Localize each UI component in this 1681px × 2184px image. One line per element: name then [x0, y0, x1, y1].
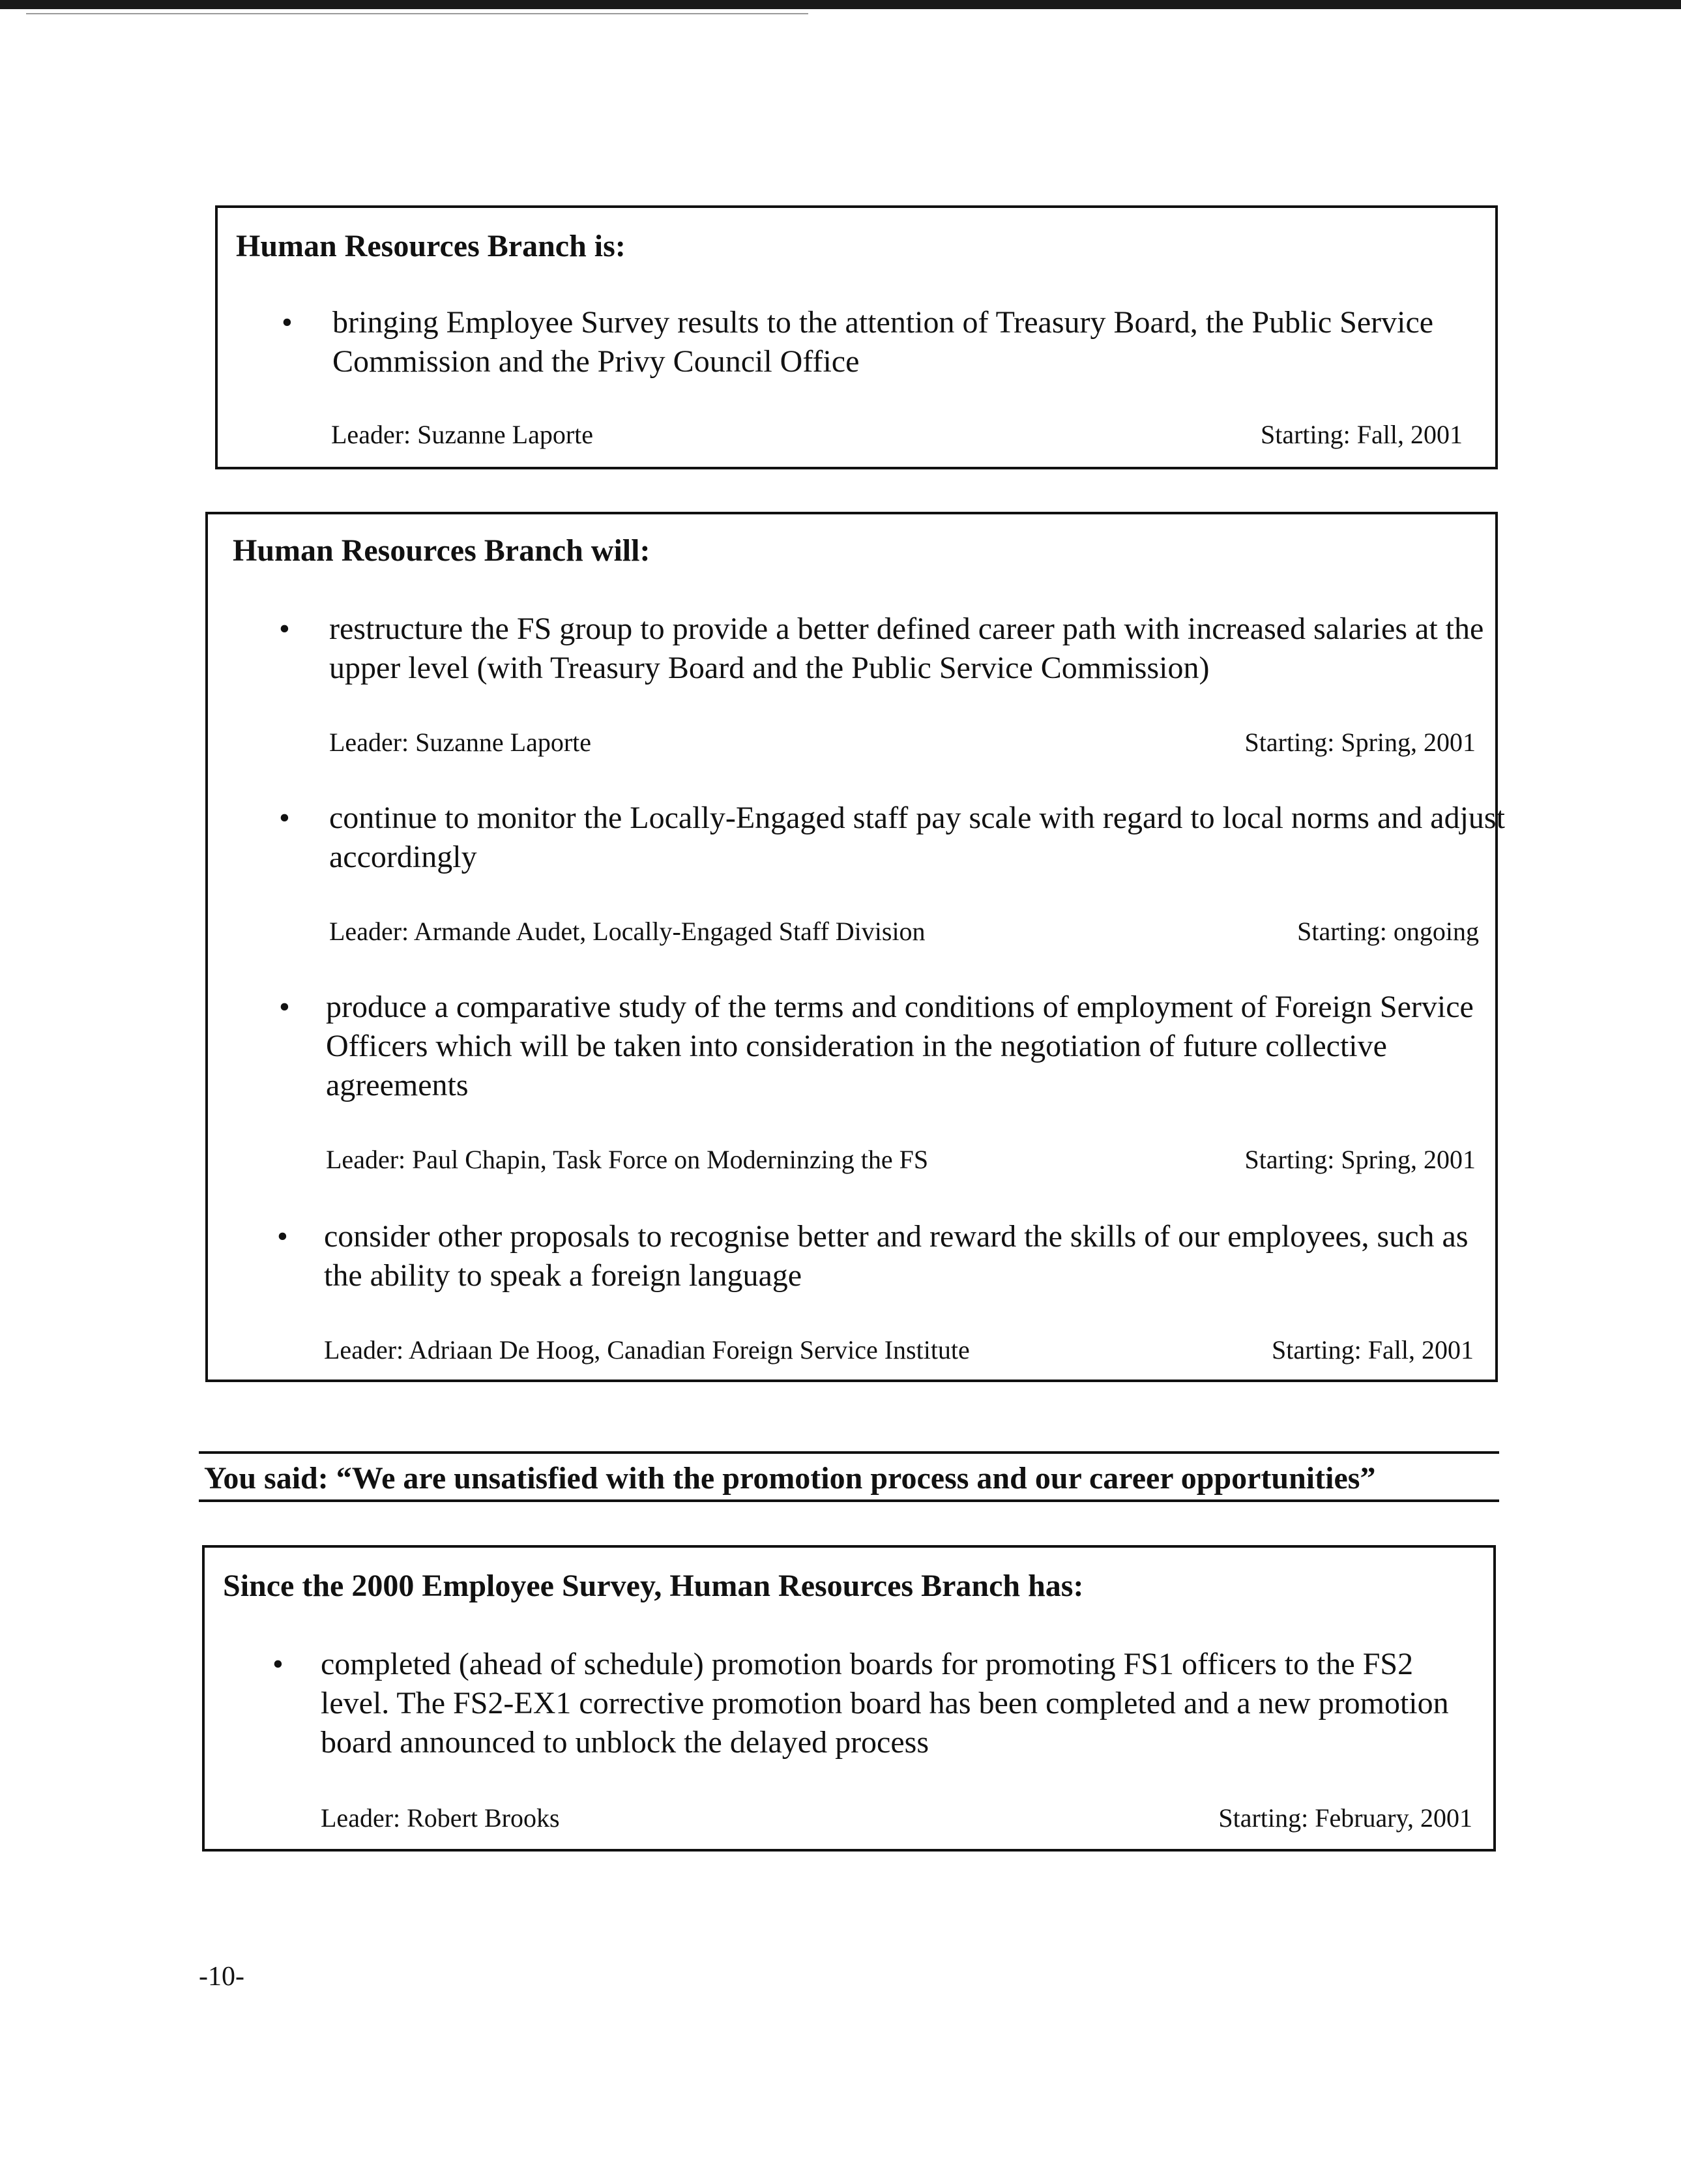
box-hr-is-item-leader: Leader: Suzanne Laporte [331, 420, 594, 449]
box-hr-will-item-4-starting: Starting: Fall, 2001 [1272, 1335, 1474, 1365]
box-hr-will-item-4-text: consider other proposals to recognise better and reward the skills of our employees, such as the ability to speak a foreign language [324, 1219, 1469, 1293]
bullet-marker: • [279, 990, 290, 1024]
box-hr-will-item-3-leader: Leader: Paul Chapin, Task Force on Moderninzing the FS [326, 1145, 929, 1174]
box-hr-will-item-3-text: produce a comparative study of the terms and conditions of employment of Foreign Service Officers which will be taken into consideration in the negotiation of future collective agreements [326, 990, 1474, 1102]
box-hr-will-item-3-starting: Starting: Spring, 2001 [1244, 1145, 1476, 1174]
box-hr-is-item-text: bringing Employee Survey results to the attention of Treasury Board, the Public Service Commission and the Privy Council Office [332, 305, 1434, 379]
box-hr-has-title: Since the 2000 Employee Survey, Human Resources Branch has: [223, 1569, 1084, 1603]
bullet-marker: • [279, 612, 290, 646]
box-hr-will-item-1-leader: Leader: Suzanne Laporte [329, 728, 592, 757]
section-rule-bottom [199, 1499, 1499, 1502]
you-said-heading: You said: “We are unsatisfied with the promotion process and our career opportunities” [204, 1461, 1376, 1496]
box-hr-will-item-2-text: continue to monitor the Locally-Engaged staff pay scale with regard to local norms and adjust accordingly [329, 801, 1505, 874]
box-hr-is-title: Human Resources Branch is: [236, 229, 626, 263]
bullet-marker: • [279, 801, 290, 835]
bullet-marker: • [282, 305, 293, 340]
section-rule-top [199, 1451, 1499, 1454]
box-hr-is-item-starting: Starting: Fall, 2001 [1261, 420, 1463, 449]
bullet-marker: • [272, 1647, 284, 1681]
bullet-marker: • [277, 1219, 288, 1254]
box-hr-will-item-1-starting: Starting: Spring, 2001 [1244, 728, 1476, 757]
box-hr-will-title: Human Resources Branch will: [233, 533, 650, 568]
box-hr-has-item-text: completed (ahead of schedule) promotion boards for promoting FS1 officers to the FS2 level. The FS2-EX1 corrective promotion board has been completed and a new promotion board announced to unblock the delayed process [321, 1647, 1449, 1760]
scan-top-edge [0, 0, 1681, 9]
box-hr-will-item-2-starting: Starting: ongoing [1297, 917, 1479, 946]
scan-top-line [26, 13, 808, 14]
box-hr-will-item-2-leader: Leader: Armande Audet, Locally-Engaged Staff Division [329, 917, 926, 946]
box-hr-has-item-leader: Leader: Robert Brooks [321, 1803, 560, 1833]
page-number: -10- [199, 1962, 244, 1992]
box-hr-has-item-starting: Starting: February, 2001 [1218, 1803, 1472, 1833]
box-hr-will-item-4-leader: Leader: Adriaan De Hoog, Canadian Foreign Service Institute [324, 1335, 970, 1365]
box-hr-will-item-1-text: restructure the FS group to provide a better defined career path with increased salaries at the upper level (with Treasury Board and the Public Service Commission) [329, 612, 1484, 685]
